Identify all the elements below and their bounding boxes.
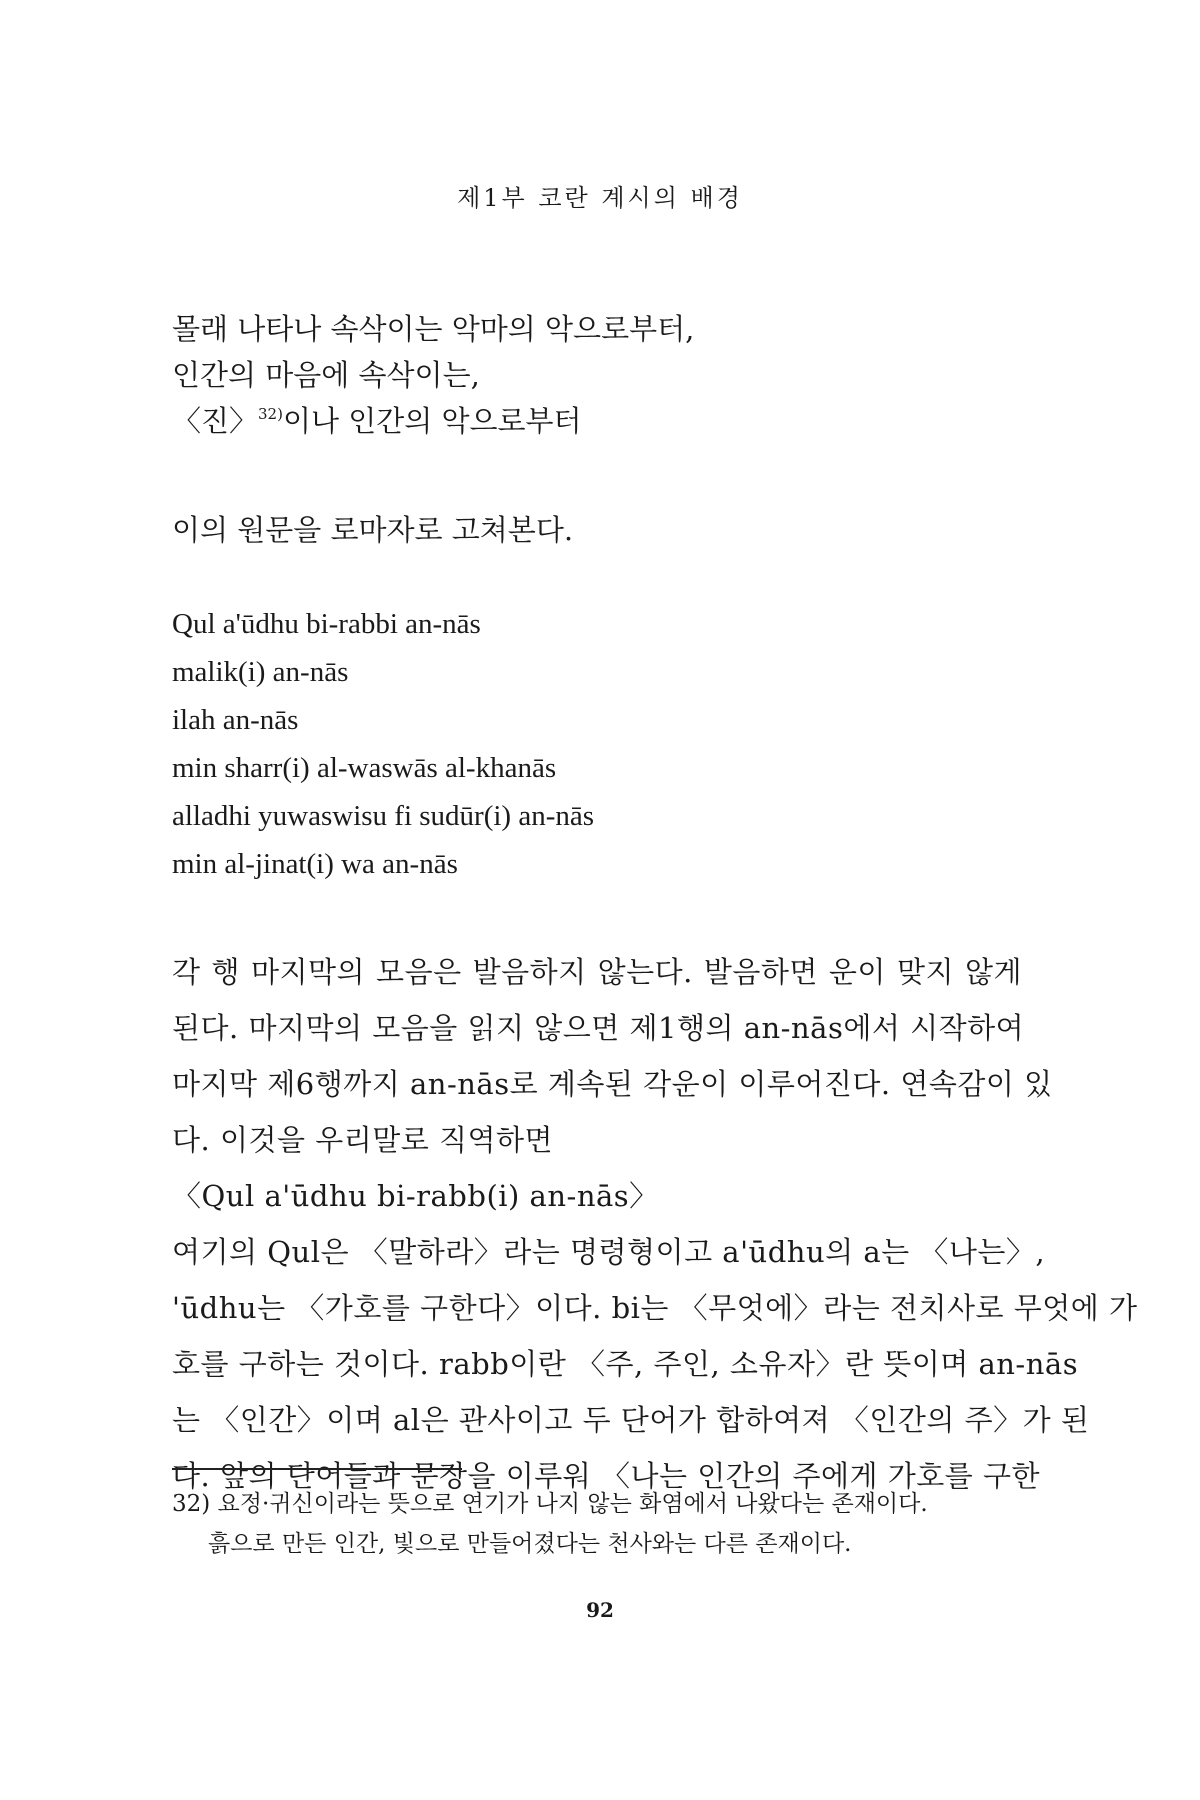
transliteration-line: malik(i) an-nās [172, 656, 349, 688]
transliteration-line: min al-jinat(i) wa an-nās [172, 848, 458, 880]
verse-line [172, 398, 1022, 444]
transliteration-line: min sharr(i) al-waswās al-khanās [172, 752, 557, 784]
intro-sentence-block [172, 506, 1022, 554]
body-line: 는 〈인간〉이며 al은 관사이고 두 단어가 합하여져 〈인간의 주〉가 된 [172, 1403, 1090, 1437]
body-line: 여기의 Qul은 〈말하라〉라는 명령형이고 a'ūdhu의 a는 〈나는〉, [172, 1235, 1046, 1269]
verse-line: 몰래 나타나 속삭이는 악마의 악으로부터, [172, 312, 695, 346]
running-head: 제1부 코란 계시의 배경 [457, 184, 743, 212]
transliteration-line: alladhi yuwaswisu fi sudūr(i) an-nās [172, 800, 595, 832]
verse-translation [172, 306, 1022, 444]
page-number: 92 [586, 1598, 614, 1622]
transliteration-line: Qul a'ūdhu bi-rabbi an-nās [172, 608, 481, 640]
footnote-line: 흙으로 만든 인간, 빛으로 만들어졌다는 천사와는 다른 존재이다. [208, 1531, 852, 1557]
body-line: 다. 이것을 우리말로 직역하면 [172, 1123, 554, 1157]
verse-line-end: 이나 인간의 악으로부터 [282, 404, 582, 438]
transliteration-block [172, 600, 1022, 888]
body-line: 된다. 마지막의 모음을 읽지 않으면 제1행의 an-nās에서 시작하여 [172, 1011, 1025, 1045]
intro-sentence: 이의 원문을 로마자로 고쳐본다. [172, 513, 574, 547]
footnote-line: 32) 요정·귀신이라는 뜻으로 연기가 나지 않는 화염에서 나왔다는 존재이다. [172, 1491, 928, 1517]
body-line: 다. 앞의 단어들과 문장을 이루워 〈나는 인간의 주에게 가호를 구한 [172, 1459, 1041, 1493]
body-line: 〈Qul a'ūdhu bi-rabb(i) an-nās〉 [172, 1179, 659, 1213]
transliteration-line: ilah an-nās [172, 704, 299, 736]
body-line: 각 행 마지막의 모음은 발음하지 않는다. 발음하면 운이 맞지 않게 [172, 955, 1022, 989]
verse-line: 인간의 마음에 속삭이는, [172, 358, 480, 392]
body-line: 호를 구하는 것이다. rabb이란 〈주, 주인, 소유자〉란 뜻이며 an-nās [172, 1347, 1079, 1381]
footnote-separator [172, 1468, 462, 1470]
body-line: 'ūdhu는 〈가호를 구한다〉이다. bi는 〈무엇에〉라는 전치사로 무엇에 가 [172, 1291, 1138, 1325]
verse-line-start: 〈진〉 [172, 404, 259, 438]
body-paragraph [172, 944, 1138, 1504]
footnote-reference: 32) [258, 405, 283, 423]
footnote [172, 1484, 1032, 1564]
body-line: 마지막 제6행까지 an-nās로 계속된 각운이 이루어진다. 연속감이 있 [172, 1067, 1053, 1101]
